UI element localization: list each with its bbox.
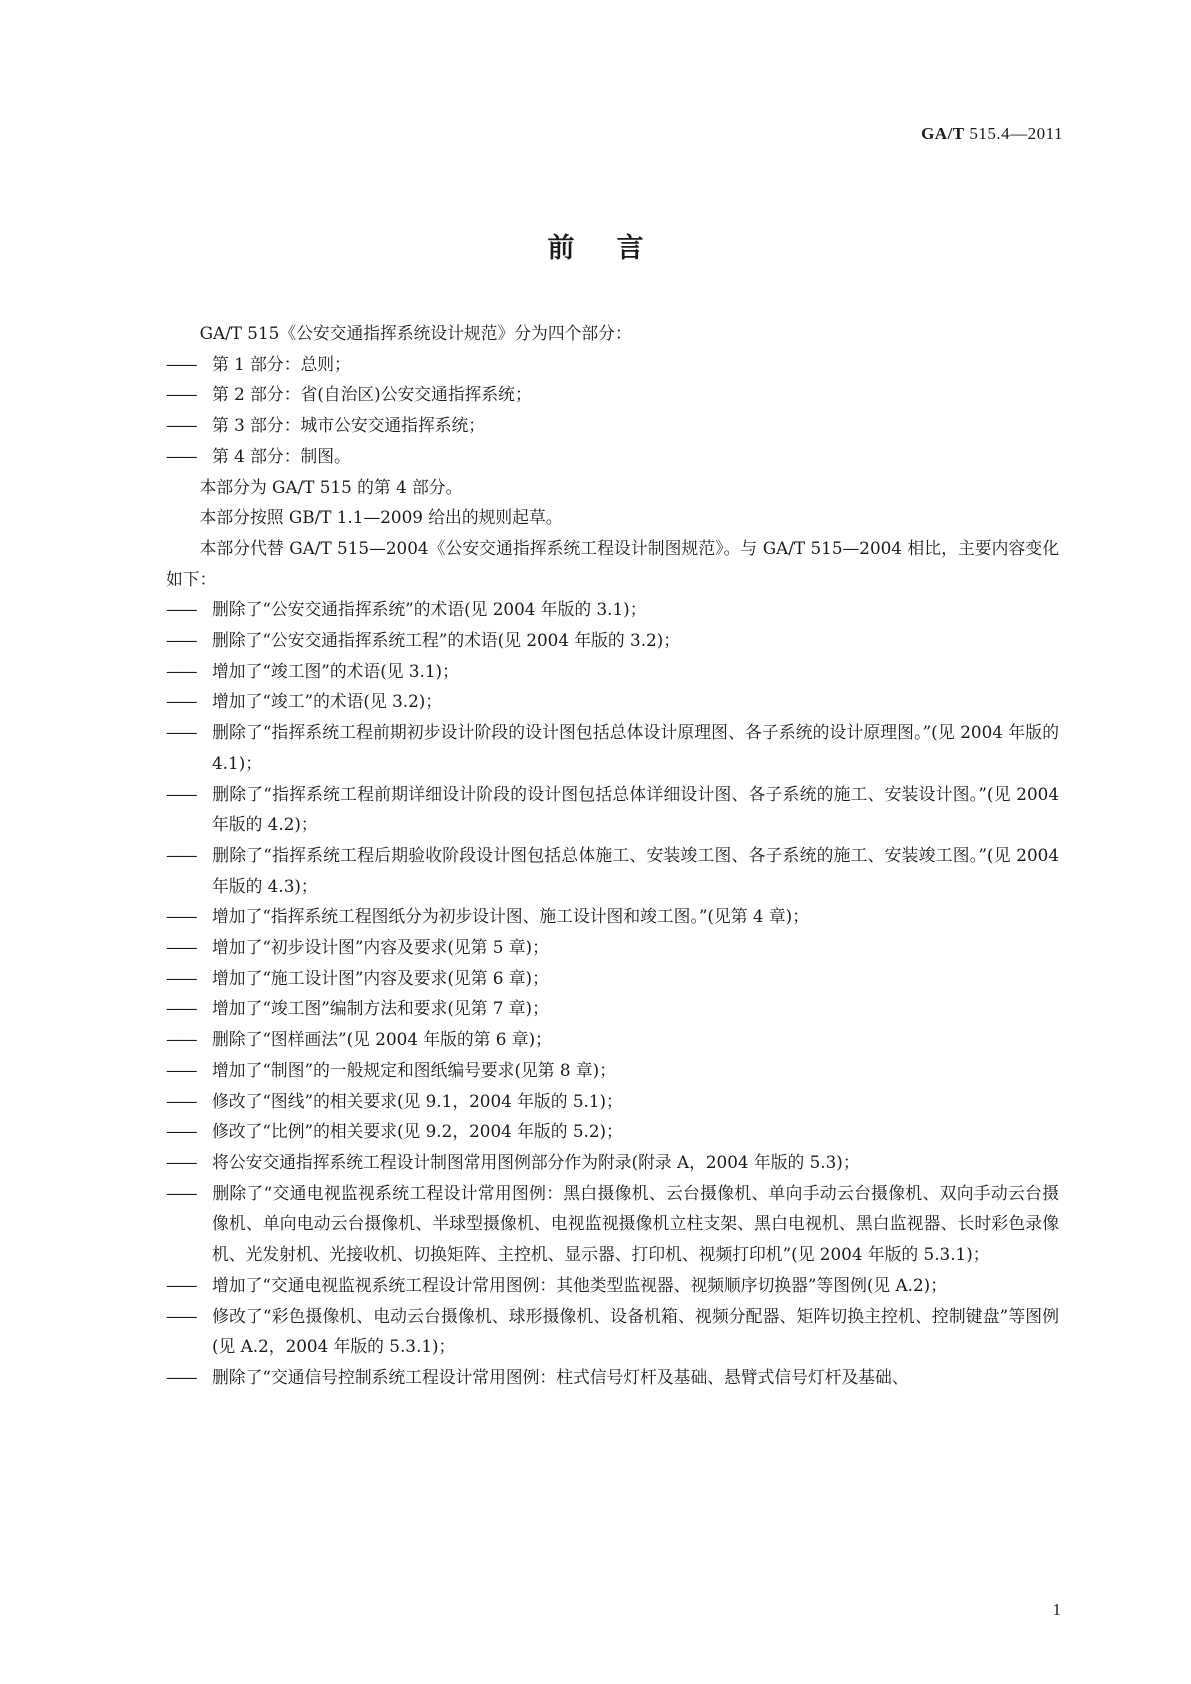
change-item	[166, 1362, 1059, 1393]
change-item	[166, 1024, 1059, 1055]
change-item-text: 删除了“指挥系统工程后期验收阶段设计图包括总体施工、安装竣工图、各子系统的施工、安装竣工图。”(见 2004 年版的 4.3)；	[212, 844, 1059, 896]
change-item	[166, 594, 1059, 625]
dash-marker: ——	[166, 937, 196, 958]
replace-paragraph: 本部分代替 GA/T 515—2004《公安交通指挥系统工程设计制图规范》。与 GA/T 515—2004 相比，主要内容变化如下：	[166, 537, 1059, 589]
dash-marker: ——	[166, 1029, 196, 1050]
change-item-text: 删除了“指挥系统工程前期初步设计阶段的设计图包括总体设计原理图、各子系统的设计原理图。”(见 2004 年版的 4.1)；	[212, 722, 1059, 773]
dash-marker: ——	[166, 415, 196, 436]
change-item-text: 修改了“彩色摄像机、电动云台摄像机、球形摄像机、设备机箱、视频分配器、矩阵切换主控机、控制键盘”等图例(见 A.2，2004 年版的 5.3.1)；	[212, 1305, 1059, 1357]
dash-marker: ——	[166, 1182, 196, 1203]
dash-marker: ——	[166, 1090, 196, 1111]
change-item-text: 增加了“施工设计图”内容及要求(见第 6 章)；	[212, 967, 549, 988]
change-item-text: 将公安交通指挥系统工程设计制图常用图例部分作为附录(附录 A，2004 年版的 5.3)；	[212, 1151, 860, 1172]
standard-code	[921, 124, 1063, 144]
change-item	[166, 840, 1059, 901]
change-item-text: 增加了“指挥系统工程图纸分为初步设计图、施工设计图和竣工图。”(见第 4 章)；	[212, 906, 809, 927]
change-item-text: 增加了“制图”的一般规定和图纸编号要求(见第 8 章)；	[212, 1059, 617, 1080]
dash-marker: ——	[166, 1305, 196, 1326]
change-item-text: 增加了“竣工”的术语(见 3.2)；	[212, 691, 443, 712]
change-item-text: 删除了“公安交通指挥系统”的术语(见 2004 年版的 3.1)；	[212, 599, 647, 620]
change-item-text: 删除了“交通电视监视系统工程设计常用图例：黑白摄像机、云台摄像机、单向手动云台摄像机、双向手动云台摄像机、单向电动云台摄像机、半球型摄像机、电视监视摄像机立柱支架、黑白电视机、黑白监视器、长时彩色录像机、光发射机、光接收机、切换矩阵、主控机、显示器、打印机、视频打印机”(见 2004 年版的 5.3.1)；	[212, 1182, 1059, 1265]
part-item	[166, 441, 1059, 472]
page-number: 1	[1052, 1600, 1061, 1619]
intro-paragraph: GA/T 515《公安交通指挥系统设计规范》分为四个部分：	[199, 323, 632, 343]
change-item	[166, 1270, 1059, 1301]
change-item-text: 删除了“图样画法”(见 2004 年版的第 6 章)；	[212, 1029, 552, 1050]
dash-marker: ——	[166, 906, 196, 927]
change-item-text: 修改了“比例”的相关要求(见 9.2，2004 年版的 5.2)；	[212, 1121, 623, 1142]
dash-marker: ——	[166, 1366, 196, 1387]
change-item	[166, 779, 1059, 840]
dash-marker: ——	[166, 783, 196, 804]
dash-marker: ——	[166, 445, 196, 466]
part-item-text: 第 1 部分：总则；	[212, 353, 351, 374]
change-item-text: 删除了“交通信号控制系统工程设计常用图例：柱式信号灯杆及基础、悬臂式信号灯杆及基础、	[212, 1366, 909, 1387]
dash-marker: ——	[166, 722, 196, 743]
part-item	[166, 349, 1059, 380]
dash-marker: ——	[166, 967, 196, 988]
change-item-text: 增加了“初步设计图”内容及要求(见第 5 章)；	[212, 937, 549, 958]
change-item	[166, 656, 1059, 687]
part-paragraph: 本部分为 GA/T 515 的第 4 部分。	[199, 476, 463, 497]
change-item-text: 删除了“指挥系统工程前期详细设计阶段的设计图包括总体详细设计图、各子系统的施工、安装设计图。”(见 2004 年版的 4.2)；	[212, 783, 1059, 835]
standard-code-prefix: GA/T	[921, 124, 965, 143]
standard-code-number: 515.4—2011	[969, 124, 1063, 143]
change-item	[166, 717, 1059, 778]
dash-marker: ——	[166, 630, 196, 651]
dash-marker: ——	[166, 998, 196, 1019]
part-item-text: 第 3 部分：城市公安交通指挥系统；	[212, 415, 486, 436]
change-item-text: 增加了“竣工图”的术语(见 3.1)；	[212, 660, 459, 681]
change-item-text: 修改了“图线”的相关要求(见 9.1，2004 年版的 5.1)；	[212, 1090, 623, 1111]
dash-marker: ——	[166, 1274, 196, 1295]
change-item	[166, 1055, 1059, 1086]
dash-marker: ——	[166, 660, 196, 681]
change-item	[166, 901, 1059, 932]
dash-marker: ——	[166, 599, 196, 620]
change-item	[166, 625, 1059, 656]
dash-marker: ——	[166, 1121, 196, 1142]
rule-paragraph: 本部分按照 GB/T 1.1—2009 给出的规则起草。	[199, 507, 563, 528]
change-item-text: 增加了“竣工图”编制方法和要求(见第 7 章)；	[212, 998, 549, 1019]
change-item	[166, 1086, 1059, 1117]
dash-marker: ——	[166, 691, 196, 712]
part-item	[166, 379, 1059, 410]
page-title: 前言	[547, 233, 686, 264]
change-item	[166, 993, 1059, 1024]
document-body	[166, 318, 1059, 1393]
part-item-text: 第 2 部分：省(自治区)公安交通指挥系统；	[212, 384, 532, 405]
change-item	[166, 686, 1059, 717]
change-item	[166, 932, 1059, 963]
part-item	[166, 410, 1059, 441]
dash-marker: ——	[166, 1059, 196, 1080]
dash-marker: ——	[166, 384, 196, 405]
change-item	[166, 1147, 1059, 1178]
change-item-text: 增加了“交通电视监视系统工程设计常用图例：其他类型监视器、视频顺序切换器”等图例(见 A.2)；	[212, 1274, 947, 1295]
dash-marker: ——	[166, 844, 196, 865]
change-item-text: 删除了“公安交通指挥系统工程”的术语(见 2004 年版的 3.2)；	[212, 630, 681, 651]
change-item	[166, 1116, 1059, 1147]
change-item	[166, 963, 1059, 994]
change-item	[166, 1178, 1059, 1270]
dash-marker: ——	[166, 1151, 196, 1172]
change-item	[166, 1301, 1059, 1362]
dash-marker: ——	[166, 353, 196, 374]
part-item-text: 第 4 部分：制图。	[212, 445, 351, 466]
